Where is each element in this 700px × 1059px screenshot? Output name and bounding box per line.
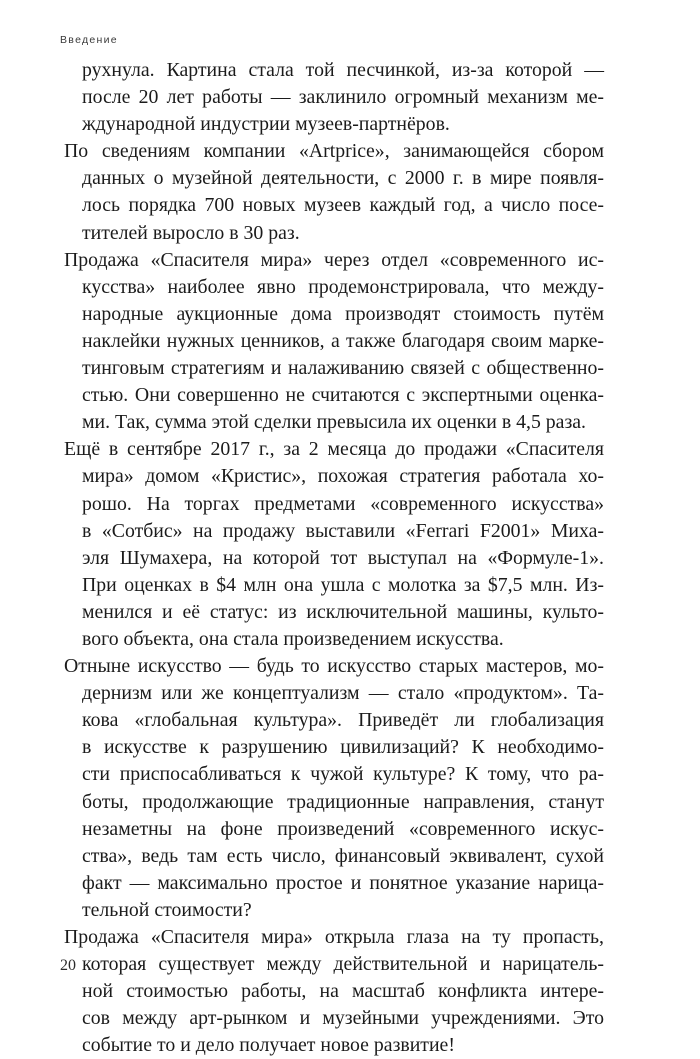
text-line: наклейки нужных ценников, а также благодаря своим марке-: [82, 329, 604, 352]
text-line: мира» домом «Кристис», похожая стратегия работала хо-: [82, 465, 604, 488]
text-line: менился и её статус: из исключительной машины, культо-: [82, 600, 604, 623]
paragraph-6: [64, 924, 604, 1059]
text-line: лось порядка 700 новых музеев каждый год, а число посе-: [82, 194, 604, 217]
paragraph-5: [64, 653, 604, 924]
text-line: Продажа «Спасителя мира» открыла глаза на ту пропасть,: [64, 926, 604, 948]
text-line: Отныне искусство — будь то искусство старых мастеров, мо-: [64, 655, 604, 678]
text-line: тителей выросло в 30 раз.: [82, 221, 300, 244]
text-line: вого объекта, она стала произведением искусства.: [82, 627, 504, 650]
text-line: ми. Так, сумма этой сделки превысила их оценки в 4,5 раза.: [82, 411, 586, 434]
running-head: Введение: [60, 34, 118, 46]
page-number: 20: [60, 957, 76, 974]
paragraph-3: [64, 247, 604, 437]
text-line: ной стоимостью работы, на масштаб конфликта интере-: [82, 980, 604, 1003]
text-line: Продажа «Спасителя мира» через отдел «современного ис-: [64, 248, 604, 271]
text-line: после 20 лет работы — заклинило огромный механизм ме-: [82, 86, 604, 109]
paragraph-2: [64, 138, 604, 246]
text-line: незаметны на фоне произведений «современного искус-: [82, 817, 604, 840]
text-line: которая существует между действительной и нарицатель-: [82, 953, 604, 976]
text-line: По сведениям компании «Artprice», занимающейся сбором: [64, 140, 604, 163]
text-line: рухнула. Картина стала той песчинкой, из-за которой —: [82, 59, 604, 81]
body-text: [64, 57, 604, 1059]
text-line: факт — максимально простое и понятное указание нарица-: [82, 871, 604, 894]
text-line: кова «глобальная культура». Приведёт ли глобализация: [82, 709, 604, 732]
text-line: стью. Они совершенно не считаются с экспертными оценка-: [82, 384, 604, 407]
text-line: тинговым стратегиям и налаживанию связей с общественно-: [82, 357, 604, 380]
text-line: дернизм или же концептуализм — стало «продуктом». Та-: [82, 682, 604, 705]
text-line: кусства» наиболее явно продемонстрировала, что между-: [82, 275, 604, 298]
text-line: данных о музейной деятельности, с 2000 г. в мире появля-: [82, 167, 604, 190]
text-line: рошо. На торгах предметами «современного искусства»: [82, 492, 604, 515]
text-line: событие то и дело получает новое развитие!: [82, 1034, 455, 1057]
text-line: народные аукционные дома производят стоимость путём: [82, 302, 604, 325]
paragraph-1: [64, 57, 604, 138]
text-line: в искусстве к разрушению цивилизаций? К необходимо-: [82, 736, 604, 759]
text-line: Ещё в сентябре 2017 г., за 2 месяца до продажи «Спасителя: [64, 438, 604, 461]
text-line: сти приспосабливаться к чужой культуре? К тому, что ра-: [82, 763, 604, 786]
text-line: эля Шумахера, на которой тот выступал на «Формуле-1».: [82, 546, 604, 569]
paragraph-4: [64, 436, 604, 653]
text-line: в «Сотбис» на продажу выставили «Ferrari F2001» Миха-: [82, 519, 604, 542]
text-line: боты, продолжающие традиционные направления, станут: [82, 790, 604, 813]
text-line: ства», ведь там есть число, финансовый эквивалент, сухой: [82, 844, 604, 867]
text-line: сов между арт-рынком и музейными учреждениями. Это: [82, 1007, 604, 1030]
text-line: ждународной индустрии музеев-партнёров.: [82, 113, 450, 136]
text-line: тельной стоимости?: [82, 898, 252, 921]
text-line: При оценках в $4 млн она ушла с молотка за $7,5 млн. Из-: [82, 573, 604, 596]
